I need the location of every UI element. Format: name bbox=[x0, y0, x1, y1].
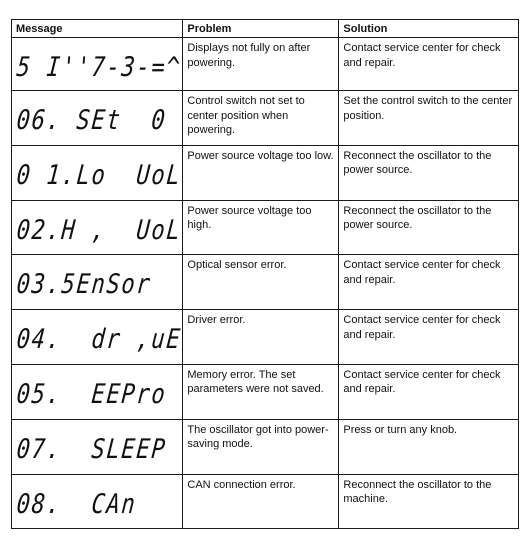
segment-display-code: 0 1.Lo UoL bbox=[15, 159, 183, 191]
table-row bbox=[12, 145, 519, 200]
header-message: Message bbox=[12, 20, 183, 38]
solution-cell: Contact service center for check and repair. bbox=[339, 310, 519, 365]
solution-cell: Contact service center for check and repair. bbox=[339, 255, 519, 310]
error-message-table bbox=[11, 19, 519, 529]
problem-cell: Displays not fully on after powering. bbox=[183, 38, 339, 91]
message-cell bbox=[12, 364, 183, 419]
solution-cell: Reconnect the oscillator to the power source. bbox=[339, 145, 519, 200]
solution-cell: Contact service center for check and repair. bbox=[339, 364, 519, 419]
table-row bbox=[12, 255, 519, 310]
problem-cell: Control switch not set to center position when powering. bbox=[183, 91, 339, 146]
segment-display-code: 03.5EnSor bbox=[15, 269, 153, 301]
problem-cell: Optical sensor error. bbox=[183, 255, 339, 310]
table-row bbox=[12, 200, 519, 255]
message-cell bbox=[12, 474, 183, 529]
segment-display-code: 06. SEt 0 bbox=[15, 105, 168, 136]
table-header-row bbox=[12, 20, 519, 38]
message-cell bbox=[12, 419, 183, 474]
solution-cell: Press or turn any knob. bbox=[339, 419, 519, 474]
segment-display-code: 07. SLEEP bbox=[15, 433, 168, 465]
message-cell bbox=[12, 91, 183, 146]
solution-cell: Set the control switch to the center position. bbox=[339, 91, 519, 146]
table-row bbox=[12, 419, 519, 474]
segment-display-code: 08. CAn bbox=[15, 488, 138, 520]
solution-cell: Reconnect the oscillator to the machine. bbox=[339, 474, 519, 529]
table-row bbox=[12, 91, 519, 146]
message-cell bbox=[12, 255, 183, 310]
table-row bbox=[12, 310, 519, 365]
header-solution: Solution bbox=[339, 20, 519, 38]
message-cell bbox=[12, 200, 183, 255]
segment-display-code: 05. EEPro bbox=[15, 378, 168, 410]
table-row bbox=[12, 38, 519, 91]
message-cell bbox=[12, 310, 183, 365]
message-cell bbox=[12, 38, 183, 91]
problem-cell: Memory error. The set parameters were not saved. bbox=[183, 364, 339, 419]
solution-cell: Contact service center for check and repair. bbox=[339, 38, 519, 91]
segment-display-code: 02.H , UoL bbox=[15, 214, 183, 246]
problem-cell: Power source voltage too low. bbox=[183, 145, 339, 200]
segment-display-code: 04. dr ,uE bbox=[15, 324, 183, 356]
message-cell bbox=[12, 145, 183, 200]
problem-cell: The oscillator got into power-saving mode. bbox=[183, 419, 339, 474]
problem-cell: CAN connection error. bbox=[183, 474, 339, 529]
problem-cell: Driver error. bbox=[183, 310, 339, 365]
problem-cell: Power source voltage too high. bbox=[183, 200, 339, 255]
table-row bbox=[12, 474, 519, 529]
table-row bbox=[12, 364, 519, 419]
header-problem: Problem bbox=[183, 20, 339, 38]
segment-display-code: 5 I''7-3-=^ bbox=[15, 52, 183, 83]
solution-cell: Reconnect the oscillator to the power source. bbox=[339, 200, 519, 255]
